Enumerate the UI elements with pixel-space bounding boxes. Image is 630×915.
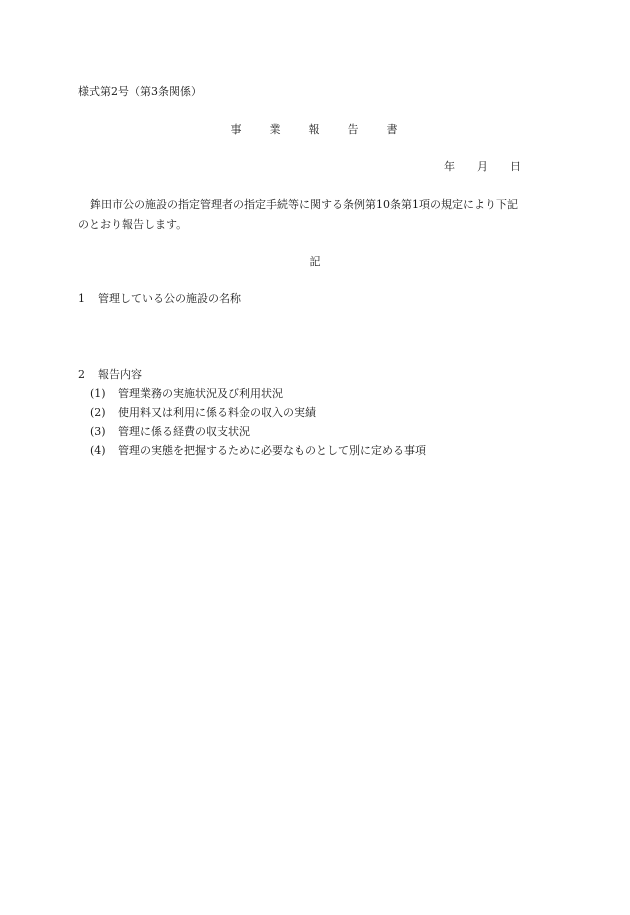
subitem-1-number: (1): [90, 387, 106, 400]
item-1-label: 管理している公の施設の名称: [98, 292, 241, 305]
subitem-3: [90, 425, 250, 439]
subitem-2: [90, 406, 316, 420]
subitem-2-number: (2): [90, 406, 106, 419]
subitem-1: [90, 387, 283, 401]
date-line: 年 月 日: [444, 160, 521, 173]
item-2-number: 2: [78, 368, 85, 381]
body-text-line-1: 鉾田市公の施設の指定管理者の指定手続等に関する条例第10条第1項の規定により下記: [90, 198, 518, 211]
item-2: [78, 368, 142, 382]
document-title: 事 業 報 告 書: [230, 123, 400, 136]
subitem-2-label: 使用料又は利用に係る料金の収入の実績: [118, 406, 316, 419]
ki-heading: 記: [309, 255, 321, 268]
subitem-4: [90, 444, 426, 458]
subitem-1-label: 管理業務の実施状況及び利用状況: [118, 387, 283, 400]
body-text-line-2: のとおり報告します。: [78, 218, 188, 231]
subitem-3-number: (3): [90, 425, 106, 438]
subitem-3-label: 管理に係る経費の収支状況: [118, 425, 250, 438]
form-label: 様式第2号（第3条関係）: [78, 85, 202, 98]
item-1: [78, 292, 241, 306]
item-2-label: 報告内容: [98, 368, 142, 381]
item-1-number: 1: [78, 292, 85, 305]
subitem-4-label: 管理の実態を把握するために必要なものとして別に定める事項: [118, 444, 426, 457]
subitem-4-number: (4): [90, 444, 106, 457]
